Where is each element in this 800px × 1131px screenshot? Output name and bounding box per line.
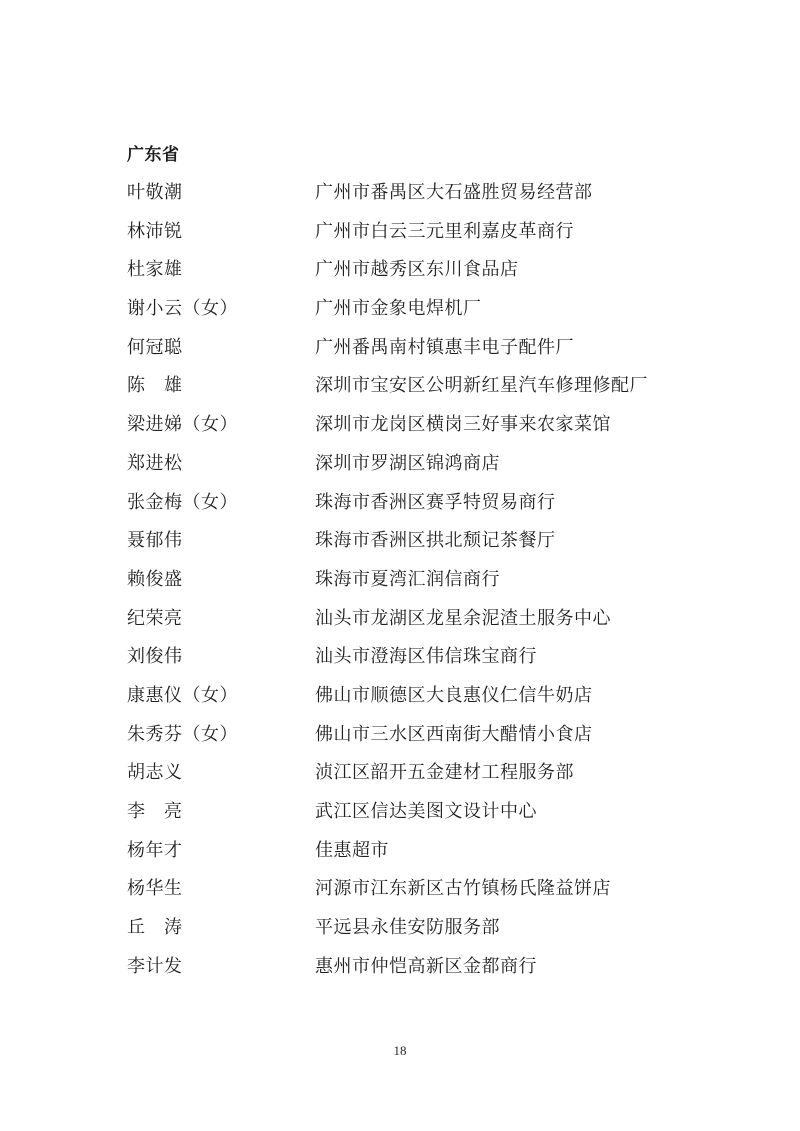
organization-name: 珠海市香洲区赛孚特贸易商行	[315, 491, 556, 512]
organization-name: 浈江区韶开五金建材工程服务部	[315, 762, 574, 783]
organization-name: 汕头市澄海区伟信珠宝商行	[315, 646, 537, 667]
person-name: 丘 涛	[127, 917, 183, 938]
person-name: 杨年才	[127, 839, 183, 860]
organization-name: 佛山市顺德区大良惠仪仁信牛奶店	[315, 684, 593, 705]
organization-name: 佛山市三水区西南街大醋情小食店	[315, 723, 593, 744]
list-item	[127, 724, 707, 763]
list-item	[127, 221, 707, 260]
list-item	[127, 182, 707, 221]
list-item	[127, 337, 707, 376]
person-name: 郑进松	[127, 452, 183, 473]
person-name: 朱秀芬（女）	[127, 723, 238, 744]
person-name: 赖俊盛	[127, 568, 183, 589]
list-item	[127, 878, 707, 917]
person-name: 纪荣亮	[127, 607, 183, 628]
list-item	[127, 956, 707, 995]
organization-name: 深圳市宝安区公明新红星汽车修理修配厂	[315, 375, 648, 396]
list-item	[127, 762, 707, 801]
list-item	[127, 492, 707, 531]
person-name: 叶敬潮	[127, 182, 183, 202]
person-name: 谢小云（女）	[127, 298, 238, 319]
page-number: 18	[393, 1043, 407, 1058]
organization-name: 广州番禺南村镇惠丰电子配件厂	[315, 336, 574, 357]
list-item	[127, 685, 707, 724]
organization-name: 广州市金象电焊机厂	[315, 298, 482, 319]
person-name: 林沛锐	[127, 220, 183, 241]
person-name: 刘俊伟	[127, 646, 183, 667]
list-item	[127, 917, 707, 956]
list-item	[127, 801, 707, 840]
list-item	[127, 530, 707, 569]
list-item	[127, 375, 707, 414]
person-name: 康惠仪（女）	[127, 684, 238, 705]
organization-name: 深圳市罗湖区锦鸿商店	[315, 452, 500, 473]
person-name: 张金梅（女）	[127, 491, 238, 512]
organization-name: 武江区信达美图文设计中心	[315, 801, 537, 821]
organization-name: 广州市白云三元里利嘉皮革商行	[315, 220, 574, 241]
person-name: 陈 雄	[127, 375, 183, 396]
person-name: 李 亮	[127, 801, 183, 821]
person-name: 李计发	[127, 955, 183, 976]
organization-name: 汕头市龙湖区龙星余泥渣土服务中心	[315, 607, 611, 628]
list-item	[127, 840, 707, 879]
organization-name: 平远县永佳安防服务部	[315, 917, 500, 938]
person-name: 聂郁伟	[127, 530, 183, 551]
list-item	[127, 259, 707, 298]
organization-name: 河源市江东新区古竹镇杨氏隆益饼店	[315, 878, 611, 899]
organization-name: 广州市越秀区东川食品店	[315, 259, 519, 280]
person-name: 杨华生	[127, 878, 183, 899]
organization-name: 佳惠超市	[315, 839, 389, 860]
list-item	[127, 453, 707, 492]
list-item	[127, 298, 707, 337]
person-name: 梁进娣（女）	[127, 414, 238, 435]
list-item	[127, 569, 707, 608]
organization-name: 广州市番禺区大石盛胜贸易经营部	[315, 182, 593, 202]
list-item	[127, 608, 707, 647]
list-item	[127, 646, 707, 685]
organization-name: 惠州市仲恺高新区金都商行	[315, 955, 537, 976]
organization-name: 深圳市龙岗区横岗三好事来农家菜馆	[315, 414, 611, 435]
organization-name: 珠海市香洲区拱北颓记茶餐厅	[315, 530, 556, 551]
province-heading: 广东省	[127, 145, 180, 164]
person-name: 何冠聪	[127, 336, 183, 357]
recipient-list	[127, 182, 707, 994]
page-content	[127, 146, 707, 994]
list-item	[127, 414, 707, 453]
person-name: 杜家雄	[127, 259, 183, 280]
organization-name: 珠海市夏湾汇润信商行	[315, 568, 500, 589]
person-name: 胡志义	[127, 762, 183, 783]
